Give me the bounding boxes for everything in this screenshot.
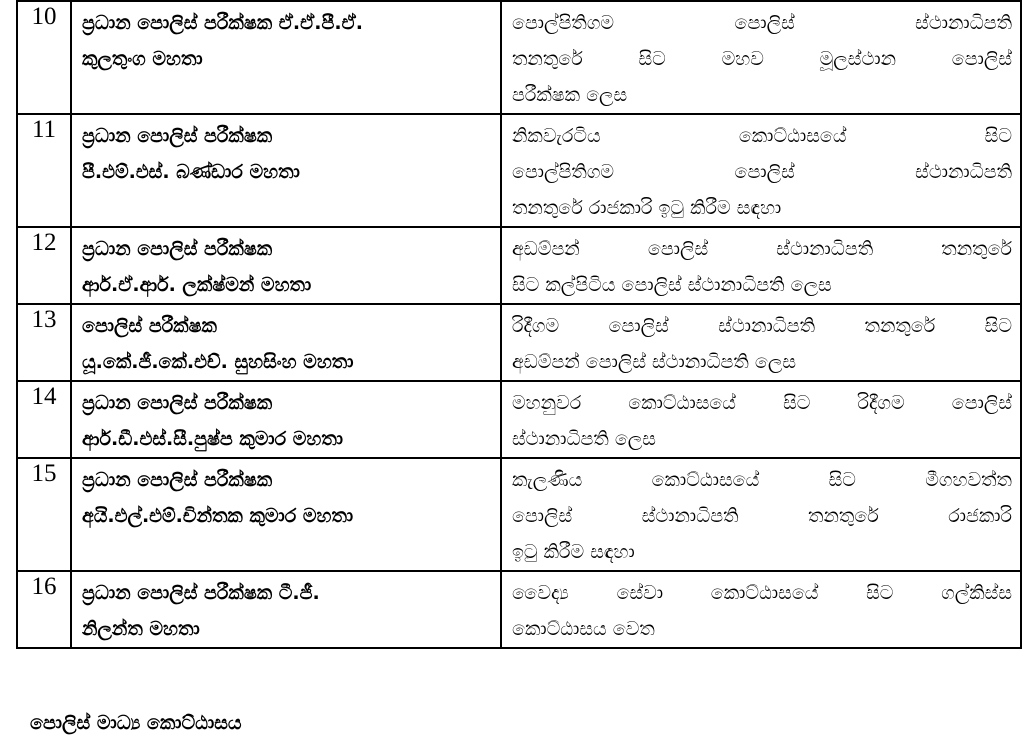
- officer-name-line: ආර්.ඒ.ආර්. ලක්ෂ්මන් මහතා: [82, 274, 312, 296]
- officer-name-line: ප්‍රධාන පොලිස් පරීක්ෂක ටී.ජී.: [82, 582, 320, 604]
- table-row: [17, 1, 1021, 114]
- transfers-table: [16, 0, 1022, 649]
- table-row: [17, 227, 1021, 304]
- transfer-description-line: වෛද්‍ය සේවා කොට්ඨාසයේ සිට ගල්කිස්ස: [512, 582, 1012, 604]
- row-number: 14: [17, 381, 71, 458]
- transfer-description-line: අඩම්පන් පොලිස් ස්ථානාධිපති ලෙස: [512, 351, 796, 373]
- transfer-description-cell: [501, 227, 1021, 304]
- officer-name-line: පොලිස් පරීක්ෂක: [82, 315, 217, 337]
- transfer-description-cell: [501, 571, 1021, 648]
- transfer-description-cell: [501, 381, 1021, 458]
- transfer-description-line: පොල්පිතිගම පොලිස් ස්ථානාධිපති: [512, 161, 1012, 183]
- table-row: [17, 304, 1021, 381]
- transfer-description-cell: [501, 458, 1021, 571]
- transfer-description-line: සිට කල්පිටිය පොලිස් ස්ථානාධිපති ලෙස: [512, 274, 832, 296]
- row-number: 16: [17, 571, 71, 648]
- transfer-description-line: පරීක්ෂක ලෙස: [512, 84, 628, 106]
- officer-name-line: ප්‍රධාන පොලිස් පරීක්ෂක: [82, 125, 273, 147]
- transfer-description-cell: [501, 1, 1021, 114]
- officer-name-cell: [71, 1, 501, 114]
- transfers-table-body: [17, 1, 1021, 648]
- officer-name-line: ප්‍රධාන පොලිස් පරීක්ෂක: [82, 469, 273, 491]
- transfer-description-line: රිදීගම පොලිස් ස්ථානාධිපති තනතුරේ සිට: [512, 315, 1012, 337]
- officer-name-line: නිලන්ත මහතා: [82, 618, 200, 640]
- officer-name-line: කුලතුංග මහතා: [82, 48, 203, 70]
- transfer-description-line: ස්ථානාධිපති ලෙස: [512, 428, 656, 450]
- transfer-description-line: තනතුරේ සිට මහව මූලස්ථාන පොලිස්: [512, 48, 1012, 70]
- transfer-description-line: කැලණිය කොට්ඨාසයේ සිට මීගහවත්ත: [512, 469, 1012, 491]
- row-number: 15: [17, 458, 71, 571]
- officer-name-cell: [71, 458, 501, 571]
- transfer-description-cell: [501, 304, 1021, 381]
- officer-name-cell: [71, 227, 501, 304]
- row-number: 10: [17, 1, 71, 114]
- footer-signature: පොලිස් මාධ්‍ය කොට්ඨාසය: [30, 712, 242, 734]
- officer-name-line: ප්‍රධාන පොලිස් පරීක්ෂක: [82, 392, 273, 414]
- transfer-description-line: මහනුවර කොට්ඨාසයේ සිට රිදීගම පොලිස්: [512, 392, 1012, 414]
- officer-name-cell: [71, 381, 501, 458]
- officer-name-cell: [71, 304, 501, 381]
- table-row: [17, 571, 1021, 648]
- officer-name-cell: [71, 571, 501, 648]
- officer-name-cell: [71, 114, 501, 227]
- transfer-description-line: ඉටු කිරීම සඳහා: [512, 541, 635, 563]
- transfer-description-line: පොල්පිතිගම පොලිස් ස්ථානාධිපති: [512, 12, 1012, 34]
- officer-name-line: යූ.කේ.ජී.කේ.එච්. සුහසිංහ මහතා: [82, 351, 354, 373]
- officer-name-line: ප්‍රධාන පොලිස් පරීක්ෂක ඒ.ඒ.පී.ඒ.: [82, 12, 363, 34]
- transfer-description-line: කොට්ඨාසය වෙත: [512, 618, 655, 640]
- transfer-description-line: අඩම්පන් පොලිස් ස්ථානාධිපති තනතුරේ: [512, 238, 1012, 260]
- table-row: [17, 458, 1021, 571]
- officer-name-line: අයි.එල්.එම්.චින්තක කුමාර මහතා: [82, 505, 354, 527]
- officer-name-line: ආර්.ඩී.එස්.සී.පුෂ්ප කුමාර මහතා: [82, 428, 344, 450]
- row-number: 12: [17, 227, 71, 304]
- transfer-description-line: පොලිස් ස්ථානාධිපති තනතුරේ රාජකාරි: [512, 505, 1012, 527]
- row-number: 11: [17, 114, 71, 227]
- transfer-description-line: තනතුරේ රාජකාරි ඉටු කිරීම සඳහා: [512, 197, 782, 219]
- officer-name-line: පී.එම්.එස්. බණ්ඩාර මහතා: [82, 161, 300, 183]
- transfer-description-line: නිකවැරටිය කොට්ඨාසයේ සිට: [512, 125, 1012, 147]
- transfer-description-cell: [501, 114, 1021, 227]
- officer-name-line: ප්‍රධාන පොලිස් පරීක්ෂක: [82, 238, 273, 260]
- table-row: [17, 114, 1021, 227]
- row-number: 13: [17, 304, 71, 381]
- table-row: [17, 381, 1021, 458]
